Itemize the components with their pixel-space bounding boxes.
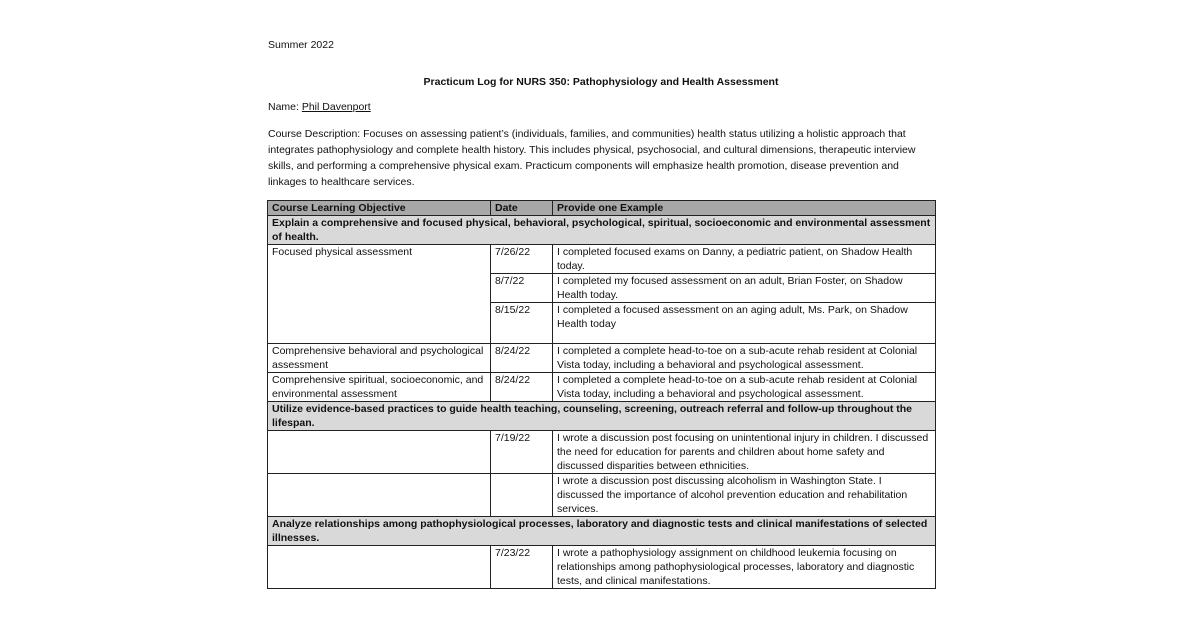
table-row xyxy=(268,474,936,517)
objective-cell: Comprehensive behavioral and psychological assessment xyxy=(268,344,491,373)
objective-cell: Comprehensive spiritual, socioeconomic, and environmental assessment xyxy=(268,373,491,402)
example-cell: I completed focused exams on Danny, a pediatric patient, on Shadow Health today. xyxy=(553,245,936,274)
page-title: Practicum Log for NURS 350: Pathophysiology and Health Assessment xyxy=(423,76,779,88)
header-objective: Course Learning Objective xyxy=(268,201,491,216)
name-value: Phil Davenport xyxy=(301,101,371,113)
table-row xyxy=(268,344,936,373)
date-cell: 7/23/22 xyxy=(491,546,553,589)
example-cell: I wrote a pathophysiology assignment on childhood leukemia focusing on relationships among pathophysiological processes, laboratory and diagnostic tests, and clinical manifestations. xyxy=(553,546,936,589)
table-header-row xyxy=(268,201,936,216)
header-example: Provide one Example xyxy=(553,201,936,216)
date-cell: 8/7/22 xyxy=(491,274,553,303)
section-heading-row xyxy=(268,216,936,245)
date-cell: 8/24/22 xyxy=(491,344,553,373)
date-cell: 7/19/22 xyxy=(491,431,553,474)
header-date: Date xyxy=(491,201,553,216)
objective-cell xyxy=(268,546,491,589)
example-cell: I completed a complete head-to-toe on a sub-acute rehab resident at Colonial Vista today, including a behavioral and psychological assessment. xyxy=(553,344,936,373)
section-heading-row xyxy=(268,517,936,546)
date-cell: 8/15/22 xyxy=(491,303,553,344)
student-name xyxy=(268,100,371,114)
date-cell xyxy=(491,474,553,517)
example-cell: I completed a focused assessment on an aging adult, Ms. Park, on Shadow Health today xyxy=(553,303,936,344)
objective-cell: Focused physical assessment xyxy=(268,245,491,344)
section-heading: Utilize evidence-based practices to guide health teaching, counseling, screening, outreach referral and follow-up throughout the lifespan. xyxy=(268,402,936,431)
table-row xyxy=(268,546,936,589)
section-heading: Explain a comprehensive and focused physical, behavioral, psychological, spiritual, socioeconomic and environmental assessment of health. xyxy=(268,216,936,245)
section-heading: Analyze relationships among pathophysiological processes, laboratory and diagnostic tests and clinical manifestations of selected illnesses. xyxy=(268,517,936,546)
section-heading-row xyxy=(268,402,936,431)
date-cell: 7/26/22 xyxy=(491,245,553,274)
course-description: Course Description: Focuses on assessing patient’s (individuals, families, and communities) health status utilizing a holistic approach that integrates pathophysiology and complete health history. This includes physical, psychosocial, and cultural dimensions, therapeutic interview skills, and performing a comprehensive physical exam. Practicum components will emphasize health promotion, disease prevention and linkages to healthcare services. xyxy=(268,128,916,188)
name-label: Name: xyxy=(268,101,302,113)
objective-cell xyxy=(268,474,491,517)
example-cell: I wrote a discussion post discussing alcoholism in Washington State. I discussed the importance of alcohol prevention education and rehabilitation services. xyxy=(553,474,936,517)
practicum-log-table xyxy=(267,200,936,589)
date-cell: 8/24/22 xyxy=(491,373,553,402)
semester-label: Summer 2022 xyxy=(268,39,334,51)
example-cell: I completed a complete head-to-toe on a sub-acute rehab resident at Colonial Vista today, including a behavioral and psychological assessment. xyxy=(553,373,936,402)
table-row xyxy=(268,373,936,402)
example-cell: I wrote a discussion post focusing on unintentional injury in children. I discussed the need for education for parents and children about home safety and discussed disparities between ethnicities. xyxy=(553,431,936,474)
objective-cell xyxy=(268,431,491,474)
table-row xyxy=(268,245,936,274)
example-cell: I completed my focused assessment on an adult, Brian Foster, on Shadow Health today. xyxy=(553,274,936,303)
table-row xyxy=(268,431,936,474)
